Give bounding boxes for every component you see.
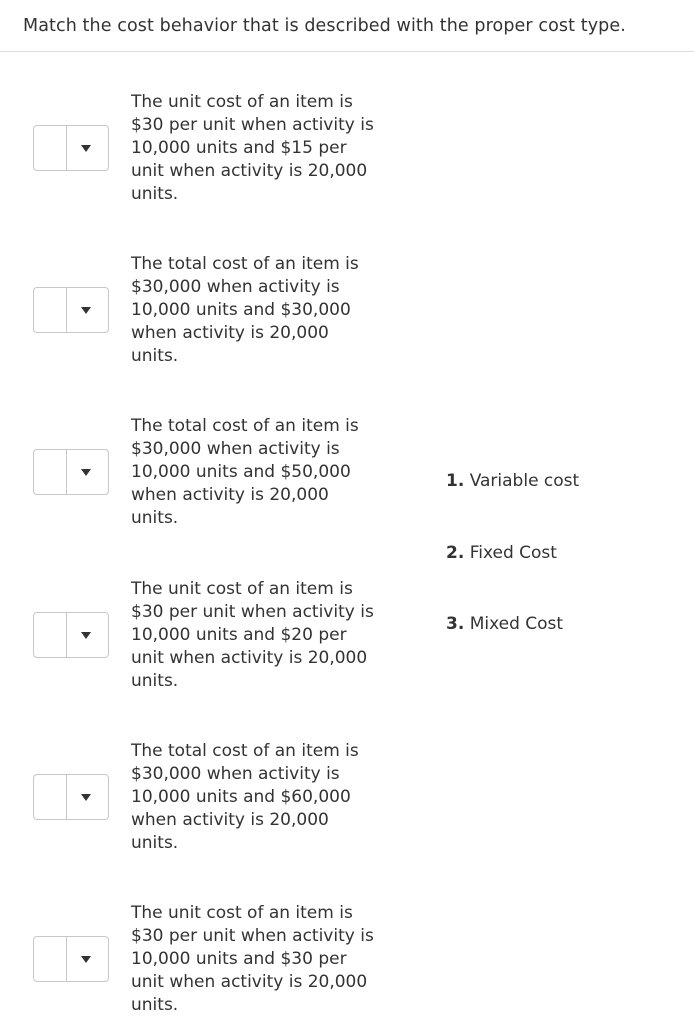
answer-dropdown-6[interactable]	[33, 936, 109, 982]
dropdown-value-1	[34, 126, 67, 170]
answer-dropdown-3[interactable]	[33, 449, 109, 495]
answer-option-1	[446, 470, 579, 493]
question-line: units.	[131, 508, 179, 528]
question-line: 10,000 units and $50,000	[131, 462, 351, 482]
question-line: $30,000 when activity is	[131, 439, 340, 459]
question-line: The unit cost of an item is	[131, 903, 353, 923]
question-line: when activity is 20,000	[131, 323, 329, 343]
answer-option-2	[446, 542, 557, 565]
question-line: The unit cost of an item is	[131, 92, 353, 112]
question-line: units.	[131, 995, 179, 1015]
question-line: $30 per unit when activity is	[131, 926, 374, 946]
question-text-1	[131, 91, 421, 206]
instructions-header	[0, 0, 694, 52]
answer-dropdown-1[interactable]	[33, 125, 109, 171]
question-line: $30 per unit when activity is	[131, 115, 374, 135]
caret-down-icon	[81, 307, 91, 314]
question-line: when activity is 20,000	[131, 810, 329, 830]
dropdown-value-2	[34, 288, 67, 332]
answer-number: 1.	[446, 471, 465, 491]
question-line: 10,000 units and $15 per	[131, 138, 347, 158]
question-text-5	[131, 740, 421, 855]
question-line: units.	[131, 833, 179, 853]
question-line: unit when activity is 20,000	[131, 161, 368, 181]
dropdown-value-3	[34, 450, 67, 494]
answer-label: Variable cost	[469, 471, 580, 491]
question-text-3	[131, 415, 421, 530]
answer-dropdown-5[interactable]	[33, 774, 109, 820]
question-text-6	[131, 902, 421, 1017]
caret-down-icon	[81, 469, 91, 476]
question-line: units.	[131, 671, 179, 691]
caret-down-icon	[81, 632, 91, 639]
answer-number: 3.	[446, 614, 465, 634]
question-line: The total cost of an item is	[131, 741, 359, 761]
question-line: when activity is 20,000	[131, 485, 329, 505]
dropdown-value-6	[34, 937, 67, 981]
instructions-text: Match the cost behavior that is described with the proper cost type.	[23, 16, 626, 36]
question-line: The total cost of an item is	[131, 254, 359, 274]
answer-number: 2.	[446, 543, 465, 563]
caret-down-icon	[81, 956, 91, 963]
question-line: 10,000 units and $20 per	[131, 625, 347, 645]
question-line: $30 per unit when activity is	[131, 602, 374, 622]
question-line: The unit cost of an item is	[131, 579, 353, 599]
answer-dropdown-2[interactable]	[33, 287, 109, 333]
question-line: 10,000 units and $30,000	[131, 300, 351, 320]
question-line: unit when activity is 20,000	[131, 648, 368, 668]
answer-dropdown-4[interactable]	[33, 612, 109, 658]
question-line: 10,000 units and $30 per	[131, 949, 347, 969]
question-line: $30,000 when activity is	[131, 764, 340, 784]
question-line: units.	[131, 184, 179, 204]
question-line: unit when activity is 20,000	[131, 972, 368, 992]
caret-down-icon	[81, 145, 91, 152]
question-line: units.	[131, 346, 179, 366]
question-line: The total cost of an item is	[131, 416, 359, 436]
answer-option-3	[446, 613, 563, 636]
dropdown-value-4	[34, 613, 67, 657]
question-text-2	[131, 253, 421, 368]
answer-label: Fixed Cost	[469, 543, 557, 563]
question-line: $30,000 when activity is	[131, 277, 340, 297]
caret-down-icon	[81, 794, 91, 801]
question-line: 10,000 units and $60,000	[131, 787, 351, 807]
dropdown-value-5	[34, 775, 67, 819]
answer-label: Mixed Cost	[469, 614, 564, 634]
question-text-4	[131, 578, 421, 693]
